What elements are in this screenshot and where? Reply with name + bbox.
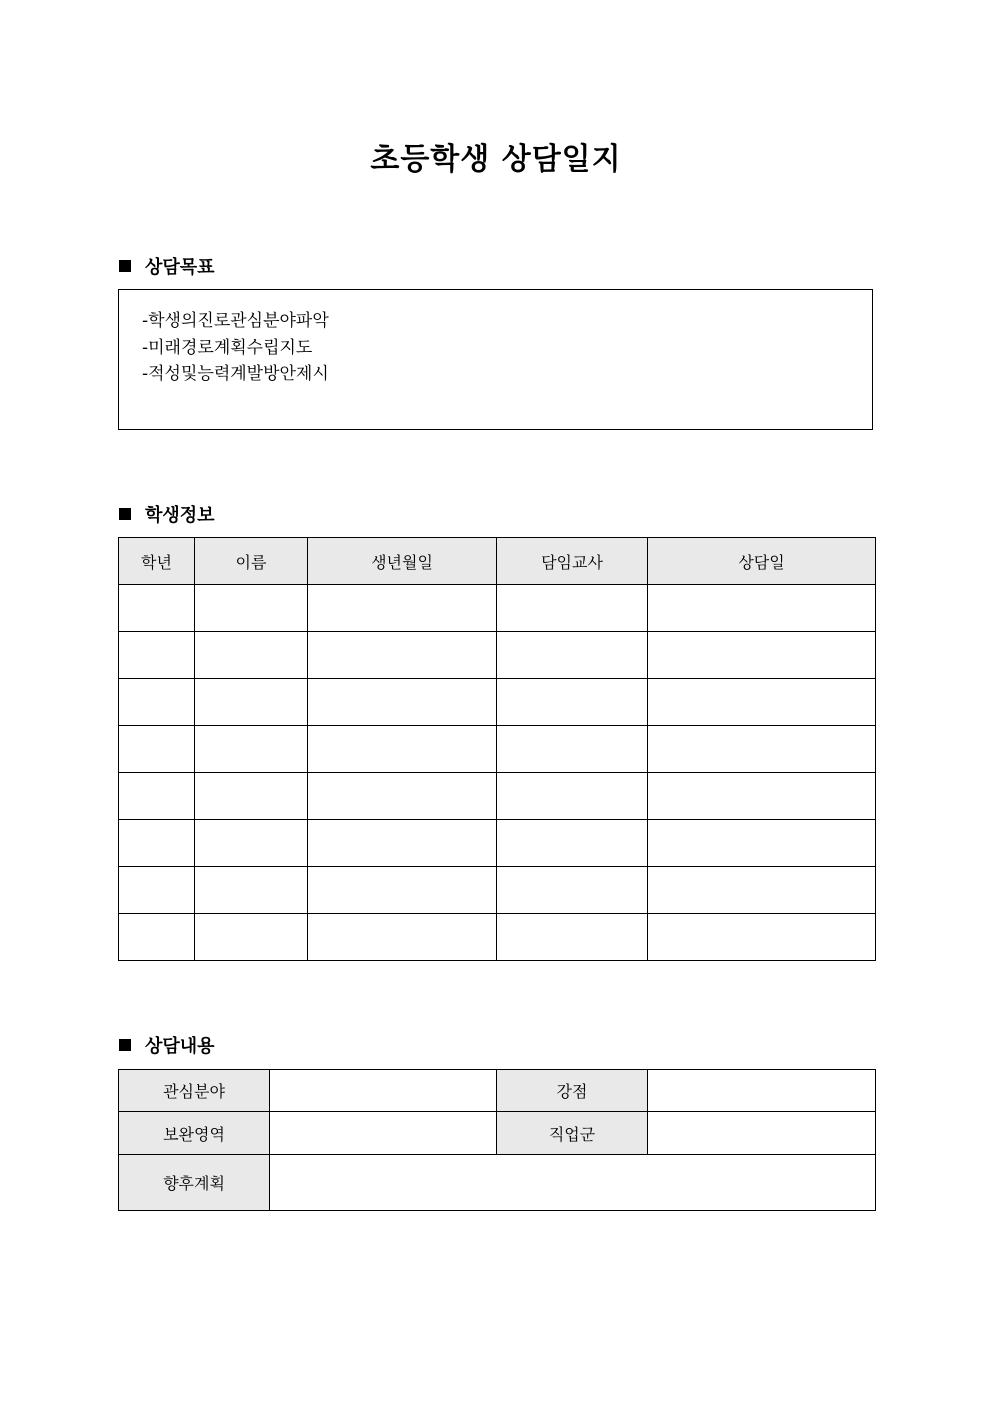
future-plan-label: 향후계획 (119, 1155, 270, 1211)
table-cell[interactable] (195, 679, 308, 726)
table-cell[interactable] (648, 585, 876, 632)
column-header-birthdate: 생년월일 (308, 538, 497, 585)
strength-label: 강점 (497, 1070, 648, 1112)
strength-value-field[interactable] (648, 1070, 876, 1112)
table-cell[interactable] (497, 726, 648, 773)
table-cell[interactable] (195, 585, 308, 632)
goal-line: -미래경로계획수립지도 (142, 337, 313, 358)
table-cell[interactable] (648, 867, 876, 914)
table-cell[interactable] (195, 632, 308, 679)
table-cell[interactable] (497, 914, 648, 961)
table-cell[interactable] (195, 726, 308, 773)
table-cell[interactable] (497, 773, 648, 820)
section-heading-content (119, 1032, 215, 1058)
counsel-content-table (118, 1069, 876, 1211)
table-row (119, 726, 876, 773)
table-row (119, 867, 876, 914)
table-row (119, 1112, 876, 1155)
table-cell[interactable] (119, 820, 195, 867)
table-cell[interactable] (195, 820, 308, 867)
table-cell[interactable] (308, 726, 497, 773)
interest-label: 관심분야 (119, 1070, 270, 1112)
table-cell[interactable] (308, 632, 497, 679)
job-group-label: 직업군 (497, 1112, 648, 1155)
table-cell[interactable] (119, 726, 195, 773)
improvement-area-value-field[interactable] (270, 1112, 497, 1155)
table-cell[interactable] (648, 773, 876, 820)
column-header-counsel-date: 상담일 (648, 538, 876, 585)
section-heading-student-info (119, 501, 215, 527)
table-cell[interactable] (497, 867, 648, 914)
table-row (119, 773, 876, 820)
table-cell[interactable] (308, 914, 497, 961)
future-plan-value-field[interactable] (270, 1155, 876, 1211)
table-cell[interactable] (195, 867, 308, 914)
improvement-area-label: 보완영역 (119, 1112, 270, 1155)
interest-value-field[interactable] (270, 1070, 497, 1112)
table-cell[interactable] (648, 914, 876, 961)
table-row (119, 914, 876, 961)
column-header-homeroom-teacher: 담임교사 (497, 538, 648, 585)
table-cell[interactable] (195, 914, 308, 961)
table-cell[interactable] (119, 867, 195, 914)
table-cell[interactable] (308, 773, 497, 820)
table-cell[interactable] (119, 679, 195, 726)
table-row (119, 820, 876, 867)
table-cell[interactable] (497, 820, 648, 867)
column-header-grade: 학년 (119, 538, 195, 585)
job-group-value-field[interactable] (648, 1112, 876, 1155)
table-cell[interactable] (195, 773, 308, 820)
section-heading-goal (119, 253, 215, 279)
student-info-table (118, 537, 876, 961)
table-cell[interactable] (648, 679, 876, 726)
table-cell[interactable] (119, 914, 195, 961)
column-header-name: 이름 (195, 538, 308, 585)
table-header-row (119, 538, 876, 585)
goal-box (118, 289, 873, 430)
black-square-icon (119, 260, 131, 272)
goal-line: -적성및능력계발방안제시 (142, 364, 329, 384)
table-cell[interactable] (119, 585, 195, 632)
section-heading-student-info-label: 학생정보 (145, 505, 215, 526)
table-row (119, 585, 876, 632)
table-cell[interactable] (648, 632, 876, 679)
table-row (119, 1070, 876, 1112)
table-row (119, 679, 876, 726)
goal-line: -학생의진로관심분야파악 (142, 311, 329, 331)
table-cell[interactable] (308, 679, 497, 726)
section-heading-goal-label: 상담목표 (145, 257, 215, 278)
table-cell[interactable] (648, 820, 876, 867)
section-heading-content-label: 상담내용 (145, 1036, 215, 1057)
table-cell[interactable] (497, 585, 648, 632)
table-cell[interactable] (119, 632, 195, 679)
table-row (119, 1155, 876, 1211)
page-title: 초등학생 상담일지 (370, 142, 622, 177)
table-cell[interactable] (497, 632, 648, 679)
black-square-icon (119, 508, 131, 520)
table-cell[interactable] (308, 820, 497, 867)
table-cell[interactable] (308, 585, 497, 632)
table-cell[interactable] (648, 726, 876, 773)
black-square-icon (119, 1039, 131, 1051)
table-cell[interactable] (308, 867, 497, 914)
table-row (119, 632, 876, 679)
table-cell[interactable] (119, 773, 195, 820)
table-cell[interactable] (497, 679, 648, 726)
